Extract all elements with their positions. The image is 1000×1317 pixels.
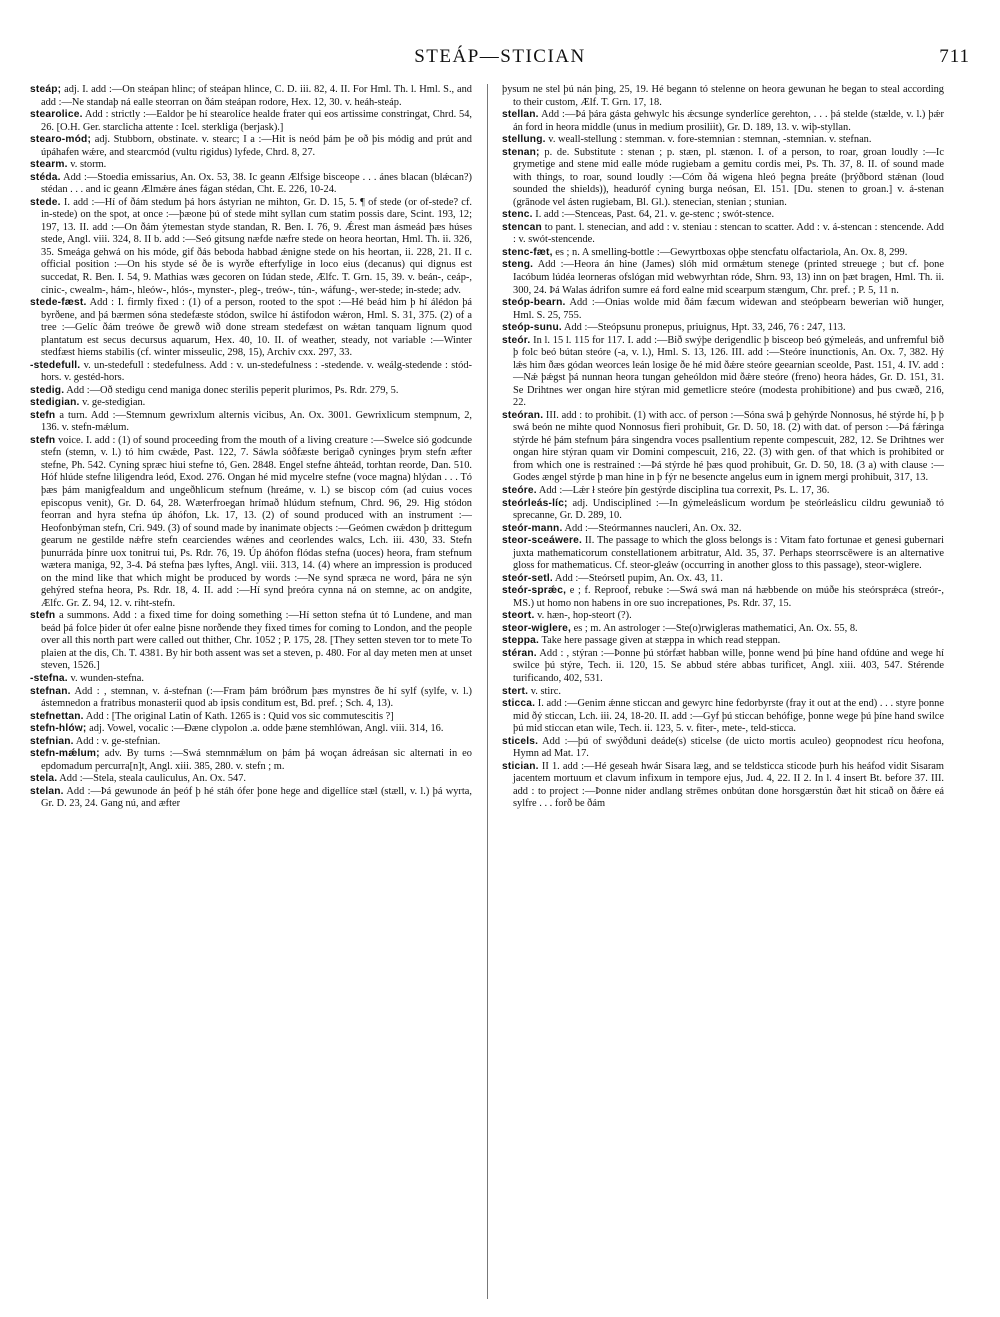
entry-text: es ; m. An astrologer :—Ste(o)rwigleras mathematici, An. Ox. 55, 8. — [573, 622, 858, 634]
dictionary-entry — [502, 698, 944, 736]
entry-headword: stede-fæst. — [30, 297, 87, 309]
dictionary-entry — [30, 786, 472, 811]
entry-headword: stellan. — [502, 109, 539, 121]
entry-headword: steng. — [502, 259, 534, 271]
dictionary-entry — [502, 147, 944, 210]
dictionary-entry — [30, 711, 472, 724]
entry-headword: stefn — [30, 434, 56, 446]
dictionary-entry — [502, 498, 944, 523]
dictionary-entry — [502, 297, 944, 322]
entry-text: I. add :—Hí of ðám stedum þá hors ástyrian ne mihton, Gr. D. 15, 5. ¶ of stede (or of-stede? cf. in-stede) on the spot, at once :—þæone þú of stede miht syllan cum statim possis dare, Scint. 193, 12; 197, 13. II. add :—On ðám ýtemestan styde standan, R. Ben. I. 76, 9. Ǽrest man ásmeád þæs húses stede, Angl. viii. 324, 8. II b. add :—Seó gitsung næfde næfre stede on heora heortan, Hml. Th. ii. 326, 35. Smeága gehwá on his móde, gif ðás beboda habbad ǽnigne stede on his heortan, ii. 228, 21. II c. official position :—On his styde sé ðe is wyrðe efterfylige in loco eius (decanus) qui dignus est succedat, R. Ben. I. 54, 9. Mathias wæs gecoren on Iúdan stede, Ælfc. T. Grn. 15, 39. v. beán-, ceáp-, cinic-, cwealm-, hám-, hleów-, hlós-, mynster-, pleg-, treów-, tún-, wáfung-, wer-stede; in-stede; adv. — [41, 196, 472, 296]
dictionary-entry — [502, 623, 944, 636]
dictionary-entry — [502, 335, 944, 410]
dictionary-entry — [30, 360, 472, 385]
dictionary-entry — [30, 773, 472, 786]
entry-headword: stearo-mód; — [30, 134, 92, 146]
dictionary-entry — [30, 723, 472, 736]
entry-text: Add :—Stela, steala cauliculus, An. Ox. 547. — [59, 773, 247, 785]
entry-headword: stéran. — [502, 647, 537, 659]
entry-text: Add :—Oð stedigu cend maniga donec sterilis peperit plurimos, Ps. Rdr. 279, 5. — [66, 384, 399, 396]
entry-headword: stede. — [30, 196, 61, 208]
entry-headword: stenc-fæt, — [502, 246, 553, 258]
entry-headword: steóre. — [502, 485, 537, 496]
entry-text: In l. 15 l. 115 for 117. I. add :—Bið swýþe derigendlic þ bisceop beó gýmeleás, and unfremful bið þ folc beó bútan steóre (-a, v. l.), Hml. S. 13, 126. III. add :—Steóre inunctionis, An. Ox. 7, 382. Hý lǽs him ðæs gódan weorces leán losige ðe hé mid ðǽre steóre geearnian sceolde, Past. 151, 4. IV. add :—Nǽ þǽgst þá nunnan heora tungan geheóldon mid ðǽre steóre (freno) heora hádes, Gr. D. 151, 31. Se Drihtnes wer ongan hire stýran mid gemetlicre steóre (modesta prohibitione) and þus cwæð, 216, 22. — [513, 334, 944, 409]
entry-text: adj. Undisciplined :—In gýmeleáslicum wordum þe steórleáslicu cildru gewuniað tó sprecanne, Gr. D. 289, 10. — [513, 497, 944, 522]
dictionary-entry — [502, 109, 944, 134]
entry-headword: -stedefull. — [30, 359, 81, 371]
entry-headword: stedigian. — [30, 397, 80, 409]
dictionary-entry — [502, 134, 944, 147]
entry-text: Add : [The original Latin of Kath. 1265 is : Quid vos sic commutescitis ?] — [85, 710, 394, 722]
entry-headword: stert. — [502, 685, 529, 697]
dictionary-entry — [30, 748, 472, 773]
entry-headword: stearm. — [30, 159, 68, 171]
entry-headword: stéda. — [30, 171, 61, 183]
entry-headword: steort. — [502, 610, 535, 622]
dictionary-entry — [502, 610, 944, 623]
dictionary-entry — [30, 159, 472, 172]
dictionary-entry — [30, 385, 472, 398]
right-column — [502, 84, 944, 1299]
dictionary-entry — [30, 736, 472, 749]
entry-text: Add :—Steórsetl pupim, An. Ox. 43, 11. — [554, 572, 723, 584]
entry-headword: steor-sceáwere. — [502, 535, 583, 547]
entry-text: I. add :—Genim ǽnne sticcan and gewyrc hine fedorbyrste (fray it out at the end) . . . styre þonne mid ðý sticcan, Lch. iii. 24, 18-20. II. add :—Gyf þú sticcan behófige, þonne wege þú þíne hand swilce þú mid sticcan etan wile, Tech. ii. 123, 5. v. fiter-, mete-, teld-sticca. — [513, 698, 944, 735]
entry-text: Add : , stemnan, v. á-stefnan (:—Fram þám bróðrum þæs mynstres ðe hí sylf (sylfe, v. l.) ástemnedon a fratribus monasterii quod ab ipsis conditum est, Bd. pref. ; Sch. 4, 13). — [41, 685, 472, 710]
entry-headword: sticels. — [502, 735, 539, 747]
dictionary-entry — [502, 209, 944, 222]
entry-headword: steóran. — [502, 409, 544, 421]
dictionary-entry — [502, 573, 944, 586]
entry-headword: stefnian. — [30, 735, 74, 747]
entry-headword: stician. — [502, 760, 539, 772]
entry-text: p. de. Substitute : stenan ; p. stæn, pl. stænon. I. of a person, to roar, groan loudly :—Ic grymetige and stene mid ealle móde rugiebam a gemitu cordis mei, Ps. Th. 37, 8. II. of sound made with things, to roar, sound loudly :—Cóm ðá wigena hleó þegna þreáte (þrýðbord stǽnan (loud sounded the shields)), headuróf cyning burga neósan, El. 151. [Du. stenen to groan.] v. á-stenan (grānode vel ásten rugiebam, Bl. Gl.). stenecian, stenian ; stunian. — [513, 146, 944, 208]
entry-text: Add :—þú of swýðduni deáde(s) sticelse (de uicto mortis aculeo) geopnodest rícu heofona, Hymn ad Mat. 17. — [513, 735, 944, 760]
entry-text: e ; f. Reproof, rebuke :—Swá swá man ná hæbbende on múðe his steórsprǽca (streór-, MS.) ut homo non habens in ore suo increpationes, Ps. Rdr. 37, 15. — [513, 585, 944, 609]
entry-headword: stela. — [30, 773, 58, 785]
dictionary-entry — [502, 648, 944, 686]
dictionary-entry — [30, 297, 472, 360]
entry-text: es ; n. A smelling-bottle :—Gewyrtboxas oþþe stencfatu olfactariola, An. Ox. 8, 299. — [555, 246, 908, 258]
entry-text: v. un-stedefull : stedefulness. Add : v. un-stedefulness : -stedende. v. weálg-stedende : stód-hors. v. gestéd-hors. — [41, 359, 472, 384]
entry-text: v. ge-stedigian. — [82, 397, 146, 409]
dictionary-entry — [502, 523, 944, 536]
entry-text: Add :—Steópsunu pronepus, priuignus, Hpt. 33, 246, 76 : 247, 113. — [563, 322, 846, 334]
entry-headword: stefn — [30, 610, 56, 622]
entry-text: Add : strictly :—Ealdor þe hí stearolíce healde frater qui eos artissime constringat, Chrd. 54, 26. [O.H. Ger. starclicha attente : Icel. sterkliga (berjask).] — [41, 109, 472, 133]
entry-headword: steór-sprǽc, — [502, 585, 567, 597]
dictionary-entry — [30, 610, 472, 673]
entry-headword: steáp; — [30, 84, 62, 95]
entry-text: Add :—Steórmannes naucleri, An. Ox. 32. — [564, 522, 742, 534]
entry-headword: stefn-hlów; — [30, 723, 87, 735]
entry-text: II. The passage to which the gloss belongs is : Vitam fato fortunae et genesi gubernari juxta mathematicorum constellationem arbitratur, Ald. 35, 37. Perhaps steorrscēwere is an alternative gloss for mathematicus. Cf. steor-gleáw (occurring in another gloss to this passage), steor-wiglere. — [513, 535, 944, 572]
entry-headword: stenc. — [502, 209, 533, 221]
running-head: STEÁP—STICIAN — [414, 46, 586, 67]
dictionary-entry — [30, 109, 472, 134]
entry-text: Add :—Þá gewunode án þeóf þ hé stáh ófer þone hege and digellíce stæl (stæll, v. l.) þá wyrta, Gr. D. 23, 24. Gang nú, and æfter — [41, 785, 472, 810]
entry-headword: steóp-sunu. — [502, 322, 562, 334]
left-column — [30, 84, 472, 1299]
dictionary-entry — [502, 635, 944, 648]
dictionary-entry — [502, 259, 944, 297]
dictionary-entry — [502, 535, 944, 573]
entry-text: to pant. l. stenecian, and add : v. steniau : stencan to scatter. Add : v. á-stencan : stencende. Add : v. swót-stencende. — [513, 221, 944, 246]
entry-headword: stencan — [502, 221, 542, 233]
entry-headword: stearolice. — [30, 109, 83, 121]
entry-headword: stellung. — [502, 134, 546, 146]
entry-text: a summons. Add : a fixed time for doing something :—Hí setton stefna út tó Lundene, and man beád þá folce þider út ofer ealne þisne norðende they fixed times for coming to London, and the people over all this north part were called out thither, Chr. 1052 ; P. 175, 28. [They setten steven tor to mete To plaien at the dis, Ch. T. 4381. By hir both assent was set a steven, p. 480. For al day meten men at unset steven, 1526.] — [41, 610, 472, 672]
dictionary-entry — [502, 322, 944, 335]
entry-headword: steóp-bearn. — [502, 297, 566, 309]
dictionary-entry — [502, 410, 944, 485]
column-divider — [487, 84, 488, 1299]
entry-text: a turn. Add :—Stemnum gewrixlum alternis vicibus, An. Ox. 3001. Gewrixlicum stempnum, 2, 136. v. stefn-mǽlum. — [41, 409, 472, 434]
entry-text: v. storm. — [70, 159, 107, 171]
entry-headword: steor-wiglere, — [502, 622, 572, 634]
entry-text: Add : , stýran :—Þonne þú stórfæt habban wille, þonne wend þú þíne hand ofdúne and wege hí swilce þú stýre, Tech. ii. 120, 15. Se abbud stére abbas turificet, Angl. xiii. 403, 547. Stérende turificando, 402, 531. — [513, 647, 944, 684]
entry-headword: steór-mann. — [502, 522, 563, 534]
entry-text: v. stirc. — [530, 685, 561, 697]
entry-text: Add :—Lǽr ł steóre þín gestýrde disciplina tua correxit, Ps. L. 17, 36. — [538, 485, 830, 496]
dictionary-entry — [30, 172, 472, 197]
entry-headword: stefnan. — [30, 685, 71, 697]
entry-text: adj. Stubborn, obstinate. v. stearc; I a :—Hit is neód þám þe oð þis módig and prút and úpáhafen wǽre, and stearcmód (vultu rigidus) lyfede, Chrd. 8, 27. — [41, 134, 472, 158]
entry-headword: stedig. — [30, 384, 65, 396]
page-number: 711 — [939, 46, 970, 67]
dictionary-entry — [30, 197, 472, 297]
dictionary-entry — [30, 673, 472, 686]
dictionary-entry — [30, 84, 472, 109]
entry-text: v. weall-stellung : stemman. v. fore-stemnian : stemnan, -stemnian. v. stefnan. — [548, 134, 872, 146]
entry-text: I. add :—Stenceas, Past. 64, 21. v. ge-stenc ; swót-stence. — [535, 209, 775, 221]
dictionary-entry — [502, 222, 944, 247]
dictionary-entry — [502, 84, 944, 109]
entry-headword: steórleás-líc; — [502, 497, 568, 509]
entry-text: adj. Vowel, vocalic :—Ðæne clypolon .a. odde þæne stemhlówan, Angl. viii. 314, 16. — [89, 723, 444, 735]
entry-text: Add :—Onias wolde mid ðám fæcum widewan and steópbearn bewerian wið hunger, Hml. S. 25, 755. — [513, 297, 944, 321]
dictionary-entry — [30, 435, 472, 610]
text-columns — [30, 84, 970, 1299]
dictionary-entry — [30, 397, 472, 410]
entry-headword: steór. — [502, 334, 531, 346]
dictionary-entry — [502, 247, 944, 260]
dictionary-entry — [30, 410, 472, 435]
page-header — [30, 46, 970, 76]
entry-headword: stefn — [30, 409, 56, 421]
entry-headword: stefn-mǽlum; — [30, 748, 100, 760]
entry-text: Add : I. firmly fixed : (1) of a person, rooted to the spot :—Hé beád him þ hí álédon þá byrðene, and þá bærmen sóna stedefæste stódon, swilce hí ástifodon wǽron, Hml. S. 31, 375. (2) of a tree :—Gelíc ðám treówe ðe grewð wið done stream stedefæst on wǽtan tanquam lignum quod plantatum est secus decursus aquarum, Hex. 40, 10. II. of weather, steady, not variable :—Winter stedfæst hiems stabilis (cf. winter misseulic, 298, 15), Archiv cxx. 297, 33. — [41, 297, 472, 359]
dictionary-entry — [502, 585, 944, 610]
dictionary-entry — [502, 485, 944, 498]
entry-text: þysum ne stel þú nán þing, 25, 19. Hé begann tó stelenne on heora gewunan he began to steal according to their custom, Ælf. T. Grn. 17, 18. — [502, 84, 944, 108]
entry-text: Add :—Stoedia emissarius, An. Ox. 53, 38. Ic geann Ælfsige bisceope . . . ánes blacan (blǽcan?) stédan . . . and ic geann Ælmǽre ánes fágan stédan, Cht. E. 226, 10-24. — [41, 171, 472, 196]
entry-text: Add :—Heora án hine (James) slóh mid ormǽtum stenege (printed streuege ; but cf. þone Iacóbum lúdéa leorneras ofslógan mid webwyrhtan róde, Shrn. 93, 13) inn on þæt bragen, Hml. Th. ii. 300, 24. Þá Walas ádrifon sumre eá ford ealne mid scearpum stængum, Chr. pref. ; P. 5, 11 n. — [513, 259, 944, 296]
entry-text: II 1. add :—Hé geseah hwár Sisara læg, and se teldsticca sticode þurh his heáfod vidit Sisaram jacentem mortuum et clavum infixum in tempore ejus, Jud. 4, 22. II 2. In l. 4 insert Bt. before 37. III. add : to project :—Þonne nider andlang strēmes onbútan done horsgærstún ðæt hit sticað on ðǽre eá sylfre . . . forð be ðám — [513, 760, 944, 810]
entry-headword: sticca. — [502, 698, 536, 710]
entry-headword: steór-setl. — [502, 572, 553, 584]
dictionary-entry — [30, 686, 472, 711]
entry-headword: -stefna. — [30, 672, 68, 684]
entry-text: v. wunden-stefna. — [70, 672, 144, 684]
dictionary-entry — [30, 134, 472, 159]
entry-text: Add :—Þá þára gásta gehwylc his ǽcsunge synderlíce gerehton, . . . þá stelde (stælde, v. l.) þǽr án ford in heora middle (unus in medium prosiliit), Gr. D. 189, 13. v. wiþ-styllan. — [513, 109, 944, 133]
entry-headword: stenan; — [502, 146, 540, 158]
entry-text: Add : v. ge-stefnian. — [75, 735, 161, 747]
entry-text: adj. I. add :—On steápan hlinc; of steápan hlince, C. D. iii. 82, 4. II. For Hml. Th. l. Hml. S., and add :—Ne standaþ ná ealle steorran on ðám steápan rodore, Hex. 12, 30. v. heáh-steáp. — [41, 84, 472, 108]
entry-text: Take here passage given at stæppa in which read steppan. — [541, 635, 781, 647]
entry-headword: stelan. — [30, 785, 64, 797]
entry-text: III. add : to prohibit. (1) with acc. of person :—Sóna swá þ gehýrde Nonnosus, hé stýrde hí, þ þ swá beón ne mihte quod Nonnosus fieri prohibuit, Gr. D. 50, 18. (2) with dat. of person :—Þá fǽringa stýrde hé þám stefnum þára singendra voces psallentium repente compescuit, 282, 12. Se Drihtnes wer ongan hire stýran quam vir Domini compescuit, 216, 22. (3) with gen. of that which is prohibited or from which one is restrained :—Þá stýrde hé þæs quod prohibuit, Gr. D. 50, 18. (3 a) with clause :—Godes ængel stýrde þ man hine in þ fýr ne besencte angelus eum in ignem mergi prohibuit, 317, 13. — [513, 409, 944, 484]
entry-text: voice. I. add : (1) of sound proceeding from the mouth of a living creature :—Swelce sió godcunde stefn (stemn, v. l.) tó him cwǽde, Past. 122, 7. Sáwla sóðfæste berigað cyninges þrym stefn æfter stefne, Ph. 542. Cyning spræc hiui stefne tó, Gen. 2848. Engel stefne áhteád, torhtan reorde, Dan. 510. Hóf hlúde stefne liligendra leód, Exod. 276. Ongan hé mid mycelre stefne (voce magna) hlýdan . . . Tó þæs þám manigfealdum and ungeðhlicum stefnum (hreáme, v. l.) se biscop cóm (ad cuius voces episcopus venit), Gr. D. 64, 28. Wæterfroegan hrímað hlúdum stefnum, Chrd. 96, 29. Hig stódon feorran and hyra stefna úp áhófon, Lk. 17, 13. (2) of sound produced with an instrument :—Heofonbýman stefn, Cri. 949. (3) of sound made by inanimate objects :—Geómen cwǽdon þ drittegum gearum ne gestilde nǽfre stefn cearciendes wǽnes and ceorlendes walcs, Lch. iii. 430, 33. Stefn þunurráda þínre uox tonitrui tui, Ps. Rdr. 76, 19. Úp áhófon flódas stefna (uoces) heora, fram stefnum wætera maniga, 92, 3-4. Þá stefna þæs lyftes, Angl. viii. 313, 14. (4) where an impression is produced on the mind like that which might be produced by words :—Ne synd spræca ne word, þára ne sýn gehýred stefna heora, Ps. Rdr. 18, 4. II. add :—Hí synd þreóra cynna ná on stemne, ac on andgite, Ælfc. Gr. Z. 94, 12. v. riht-stefn. — [41, 434, 472, 609]
entry-headword: stefnettan. — [30, 710, 84, 722]
dictionary-entry — [502, 761, 944, 811]
entry-text: adv. By turns :—Swá stemnmǽlum on þám þá woçan ádreásan sic alternati in eo epdomadum percurra[n]t, Angl. xiii. 385, 280. v. stefn ; m. — [41, 748, 472, 772]
dictionary-entry — [502, 736, 944, 761]
entry-headword: steppa. — [502, 635, 540, 647]
dictionary-entry — [502, 686, 944, 699]
entry-text: v. hæn-, hop-steort (?). — [537, 610, 632, 622]
